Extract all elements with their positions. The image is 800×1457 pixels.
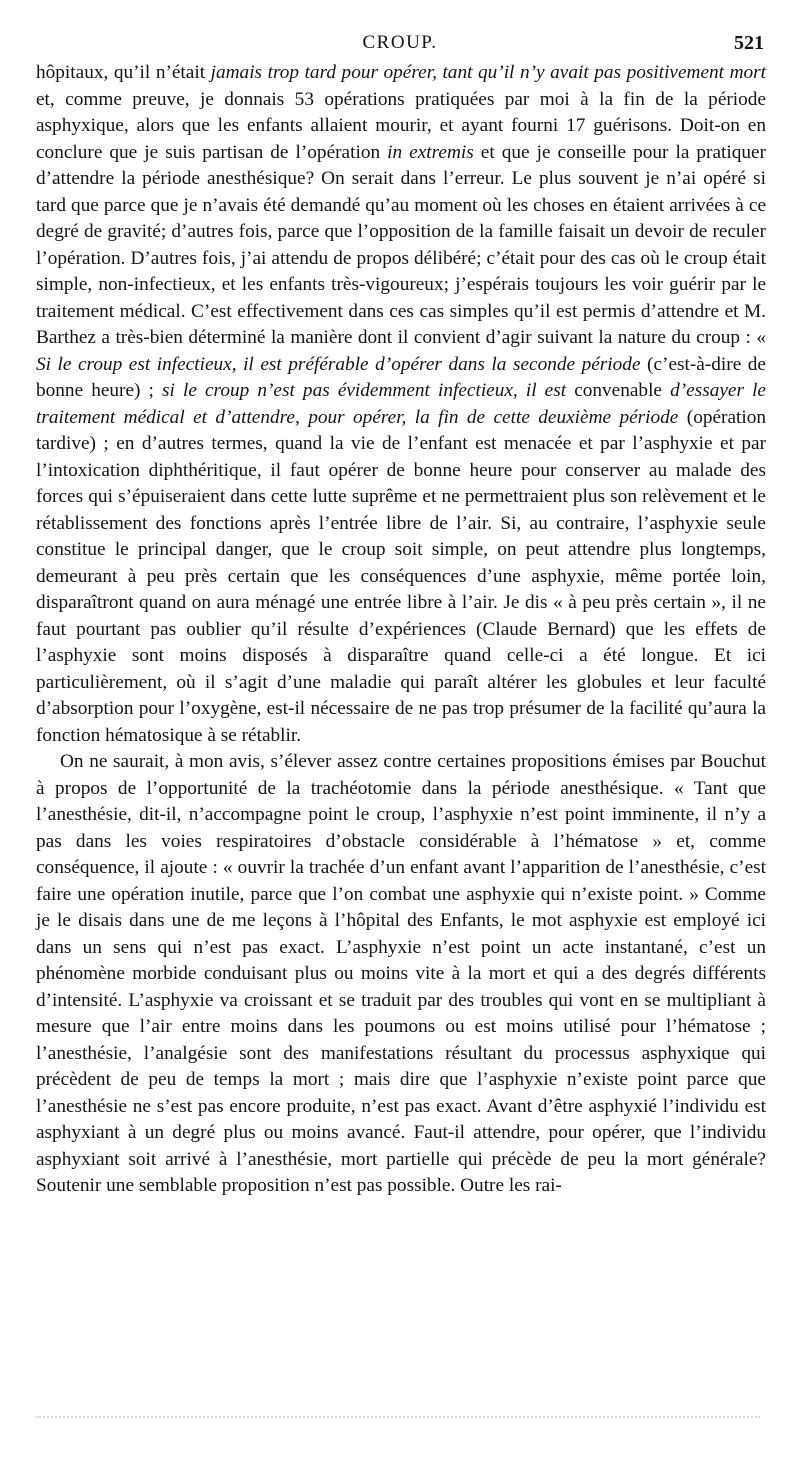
paragraph-1 — [36, 60, 766, 749]
text-run: (c’est-à-dire de bonne heure) ; — [36, 353, 766, 401]
running-head — [36, 32, 764, 54]
text-run: et, comme preuve, je donnais 53 opérations pratiquées par moi à la fin de la période asphyxique, alors que les enfants allaient mourir, et ayant fourni 17 guérisons. Doit-on en conclure que je suis partisan de l’opération — [36, 88, 766, 163]
italic-run: Si le croup est infectieux, il est préférable d’opérer dans la seconde période — [36, 353, 641, 375]
paragraph-2 — [36, 749, 766, 1200]
page-number: 521 — [734, 32, 764, 54]
italic-run: si le croup n’est pas évidemment infectieux, il est — [162, 380, 567, 401]
text-run: et que je conseille pour la pratiquer d’attendre la période anesthésique? On serait dans l’erreur. Le plus souvent je n’ai opéré si tard que parce que je n’avais été demandé qu’au moment où les choses en étaient arrivées à ce degré de gravité; d’autres fois, parce que l’opposition de la famille faisait un devoir de reculer l’opération. D’autres fois, j’ai attendu de propos délibéré; c’était pour des cas où le croup était simple, non-infectieux, et les enfants très-vigoureux; j’espérais toujours les voir guérir par le traitement médical. C’est effectivement dans ces cas simples qu’il est permis d’attendre et M. Barthez a très-bien déterminé la manière dont il convient d’agir suivant la nature du croup : « — [36, 141, 767, 348]
body-text — [36, 60, 766, 1200]
italic-run: in extremis — [387, 141, 474, 163]
text-run: convenable — [566, 380, 671, 401]
italic-run: d’essayer le traitement médical et d’attendre, pour opérer, la fin de cette deuxième période — [36, 380, 766, 428]
text-run: On ne saurait, à mon avis, s’élever assez contre certaines propositions émises par Bouchut à propos de l’opportunité de la trachéotomie dans la période anesthésique. « Tant que l’anesthésie, dit-il, n’accompagne point le croup, l’asphyxie n’est point imminente, il n’y a pas dans les voies respiratoires d’obstacle considérable à l’hématose » et, comme conséquence, il ajoute : « ouvrir la trachée d’un enfant avant l’apparition de l’anesthésie, c’est faire une opération inutile, parce que l’on combat une asphyxie qui n’existe point. » Comme je le disais dans une de me leçons à l’hôpital des Enfants, le mot asphyxie est employé ici dans un sens qui n’est pas exact. L’asphyxie n’est point un acte instantané, c’est un phénomène morbide conduisant plus ou moins vite à la mort et qui a des degrés différents d’intensité. L’asphyxie va croissant et se traduit par des troubles qui vont en se multipliant à mesure que l’air entre moins dans les poumons ou est moins utilisé pour l’hématose ; l’anesthésie, l’analgésie sont des manifestations résultant du processus asphyxique qui précèdent de peu de temps la mort ; mais dire que l’asphyxie n’existe point parce que l’anesthésie ne s’est pas encore produite, n’est pas exact. Avant d’être asphyxié l’individu est asphyxiant à un degré plus ou moins avancé. Faut-il attendre, pour opérer, que l’individu asphyxiant soit arrivé à l’anesthésie, mort partielle qui précède de peu la mort générale? Soutenir une semblable proposition n’est pas possible. Outre les rai- — [36, 751, 766, 1196]
text-run: hôpitaux, qu’il n’était — [36, 62, 211, 83]
text-run: (opération tardive) ; en d’autres termes, quand la vie de l’enfant est menacée et par l’asphyxie et par l’intoxication diphthéritique, il faut opérer de bonne heure pour conserver au malade des forces qui s’épuiseraient dans cette lutte suprême et ne permettraient plus son relèvement et le rétablissement des fonctions après l’entrée libre de l’air. Si, au contraire, l’asphyxie seule constitue le principal danger, que le croup soit simple, on peut attendre plus longtemps, demeurant à peu près certain que les conséquences d’une asphyxie, même portée loin, disparaîtront quand on aura ménagé une entrée libre à l’air. Je dis « à peu près certain », il ne faut pourtant pas oublier qu’il résulte d’expériences (Claude Bernard) que les effets de l’asphyxie sont moins disposés à disparaître quand celle-ci a été longue. Et ici particulièrement, où il s’agit d’une maladie qui paraît altérer les globules et leur faculté d’absorption pour l’oxygène, est-il nécessaire de ne pas trop présumer de la facilité qu’aura la fonction hématosique à se rétablir. — [36, 406, 767, 746]
scan-footer-artifact — [36, 1416, 760, 1420]
italic-run: jamais trop tard pour opérer, tant qu’il n’y avait pas positivement mort — [210, 62, 767, 83]
running-title: CROUP. — [362, 32, 438, 53]
